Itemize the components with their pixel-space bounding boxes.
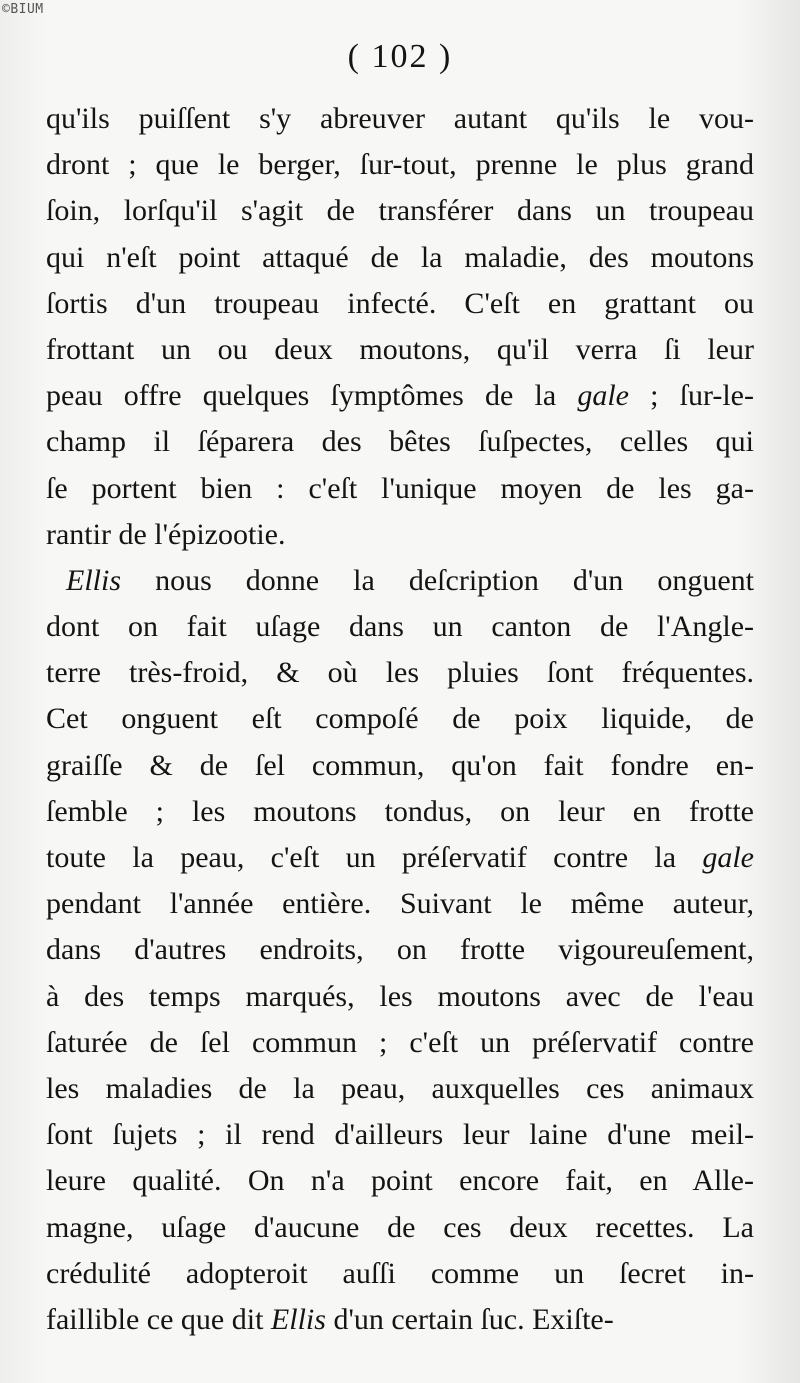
- text-line: [46, 881, 754, 927]
- text-span: toute la peau, c'eſt un préſervatif contre la: [46, 841, 703, 874]
- text-span: ; ſur-le-: [628, 379, 754, 413]
- text-line: [46, 373, 754, 419]
- text-line: [46, 743, 754, 789]
- text-line: [46, 281, 754, 327]
- text-line: [46, 188, 754, 234]
- italic-term: Ellis: [66, 563, 122, 597]
- text-span: frottant un ou deux moutons, qu'il verra ſi leur: [46, 332, 754, 366]
- text-line: [46, 927, 754, 973]
- text-span: dront ; que le berger, ſur-tout, prenne le plus grand: [46, 148, 754, 182]
- text-line: [46, 974, 754, 1020]
- text-span: à des temps marqués, les moutons avec de l'eau: [46, 979, 754, 1013]
- text-span: magne, uſage d'aucune de ces deux recettes. La: [46, 1210, 754, 1244]
- text-line: [46, 142, 754, 188]
- text-line: [46, 1020, 754, 1066]
- text-line: [46, 1112, 754, 1158]
- text-line: [46, 789, 754, 835]
- page-number: ( 102 ): [347, 38, 453, 75]
- text-span: qu'ils puiſſent s'y abreuver autant qu'ils le vou-: [46, 102, 754, 135]
- text-span: ſemble ; les moutons tondus, on leur en frotte: [46, 794, 754, 828]
- text-span: peau offre quelques ſymptômes de la: [46, 379, 578, 413]
- text-span: graiſſe & de ſel commun, qu'on fait fondre en-: [46, 748, 754, 782]
- text-line: [46, 558, 754, 604]
- text-span: crédulité adopteroit auſſi comme un ſecret in-: [46, 1256, 754, 1290]
- text-span: faillible ce que dit: [46, 1302, 271, 1336]
- text-line: [46, 604, 754, 650]
- body-text: [46, 96, 754, 1343]
- text-span: d'un certain ſuc. Exiſte-: [325, 1302, 614, 1336]
- text-span: ſoin, lorſqu'il s'agit de transférer dans un troupeau: [46, 194, 754, 228]
- text-span: champ il ſéparera des bêtes ſuſpectes, celles qui: [46, 425, 754, 459]
- text-line: [46, 235, 754, 281]
- text-line: [46, 650, 754, 696]
- text-line: [46, 466, 754, 512]
- italic-term: Ellis: [270, 1302, 326, 1336]
- text-line: [46, 1205, 754, 1251]
- text-span: nous donne la deſcription d'un onguent: [121, 563, 754, 597]
- text-span: qui n'eſt point attaqué de la maladie, des moutons: [46, 240, 754, 274]
- text-span: dans d'autres endroits, on frotte vigoureuſement,: [46, 933, 754, 967]
- italic-term: gale: [702, 841, 754, 874]
- text-span: ſont ſujets ; il rend d'ailleurs leur laine d'une meil-: [46, 1118, 754, 1152]
- text-line: [46, 419, 754, 465]
- text-line: [46, 1066, 754, 1112]
- text-span: les maladies de la peau, auxquelles ces animaux: [46, 1071, 754, 1105]
- text-span: terre très-froid, & où les pluies ſont fréquentes.: [46, 656, 754, 690]
- text-span: ſe portent bien : c'eſt l'unique moyen de les ga-: [46, 471, 754, 505]
- italic-term: gale: [577, 379, 629, 413]
- text-line: [46, 96, 754, 142]
- text-line: [46, 696, 754, 742]
- text-line: [46, 1158, 754, 1204]
- text-span: rantir de l'épizootie.: [46, 517, 286, 551]
- text-span: ſaturée de ſel commun ; c'eſt un préſervatif contre: [46, 1025, 754, 1059]
- text-span: leure qualité. On n'a point encore fait, en Alle-: [46, 1164, 754, 1198]
- text-span: Cet onguent eſt compoſé de poix liquide, de: [46, 702, 754, 736]
- text-span: pendant l'année entière. Suivant le même auteur,: [46, 887, 754, 921]
- text-line: [46, 1251, 754, 1297]
- library-watermark: ©BIUM: [2, 2, 44, 17]
- text-line: [46, 327, 754, 373]
- text-line: [46, 1297, 754, 1343]
- text-span: ſortis d'un troupeau infecté. C'eſt en grattant ou: [46, 286, 754, 320]
- text-line: [46, 512, 754, 558]
- text-span: dont on fait uſage dans un canton de l'Angle-: [46, 610, 754, 644]
- text-line: [46, 835, 754, 881]
